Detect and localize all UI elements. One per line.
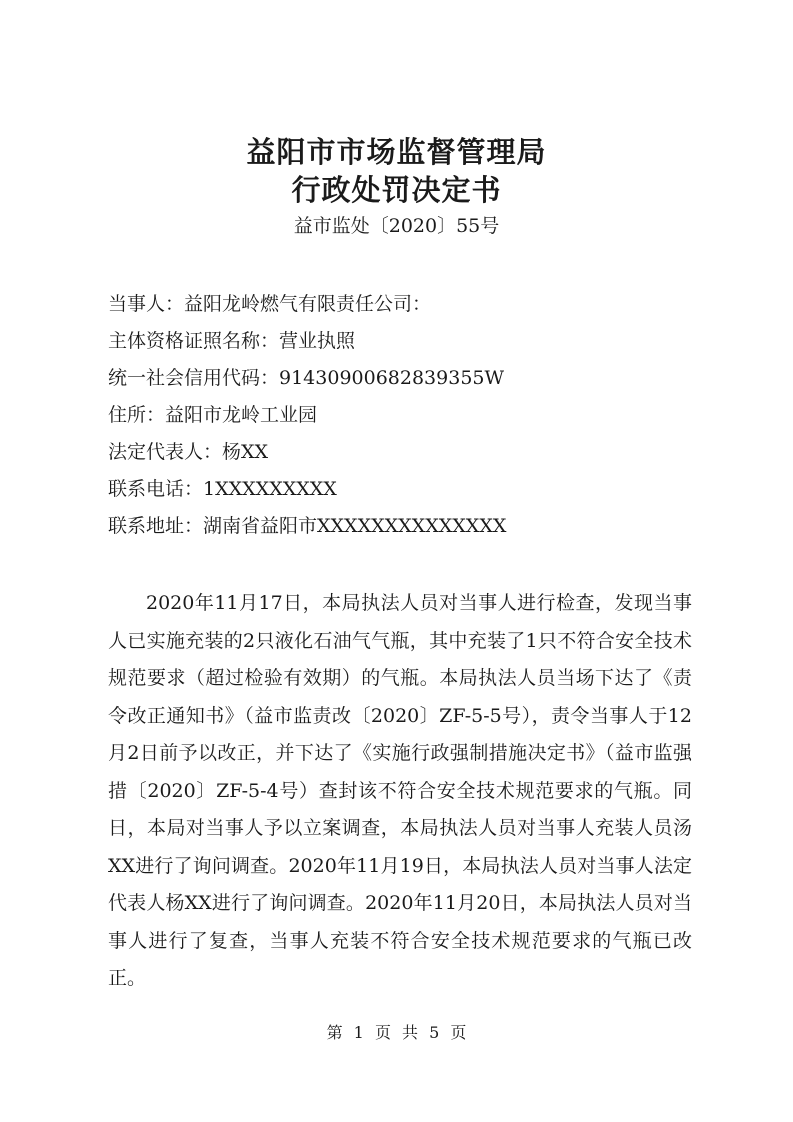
document-title: 行政处罚决定书 <box>291 173 502 207</box>
credit-code: 统一社会信用代码：91430900682839355W <box>108 367 505 389</box>
contact-phone: 联系电话：1XXXXXXXXX <box>108 478 337 500</box>
address: 住所：益阳市龙岭工业园 <box>108 404 318 426</box>
document-number: 益市监处〔2020〕55号 <box>293 215 500 237</box>
page-number: 第 1 页 共 5 页 <box>326 1023 467 1042</box>
license-type: 主体资格证照名称：营业执照 <box>108 330 356 352</box>
contact-address: 联系地址：湖南省益阳市XXXXXXXXXXXXXX <box>108 515 507 537</box>
legal-representative: 法定代表人：杨XX <box>108 441 269 463</box>
party-info <box>108 286 708 545</box>
party-name: 当事人：益阳龙岭燃气有限责任公司： <box>108 293 432 315</box>
case-paragraph: 2020年11月17日，本局执法人员对当事人进行检查，发现当事人已实施充装的2只液化石油气气瓶，其中充装了1只不符合安全技术规范要求（超过检验有效期）的气瓶。本局执法人员当场下达了《责令改正通知书》（益市监责改〔2020〕ZF-5-5号），责令当事人于12月2日前予以改正，并下达了《实施行政强制措施决定书》（益市监强措〔2020〕ZF-5-4号）查封该不符合安全技术规范要求的气瓶。同日，本局对当事人予以立案调查，本局执法人员对当事人充装人员汤XX进行了询问调查。2020年11月19日，本局执法人员对当事人法定代表人杨XX进行了询问调查。2020年11月20日，本局执法人员对当事人进行了复查，当事人充装不符合安全技术规范要求的气瓶已改正。 <box>108 592 692 989</box>
agency-title: 益阳市市场监督管理局 <box>246 135 547 169</box>
